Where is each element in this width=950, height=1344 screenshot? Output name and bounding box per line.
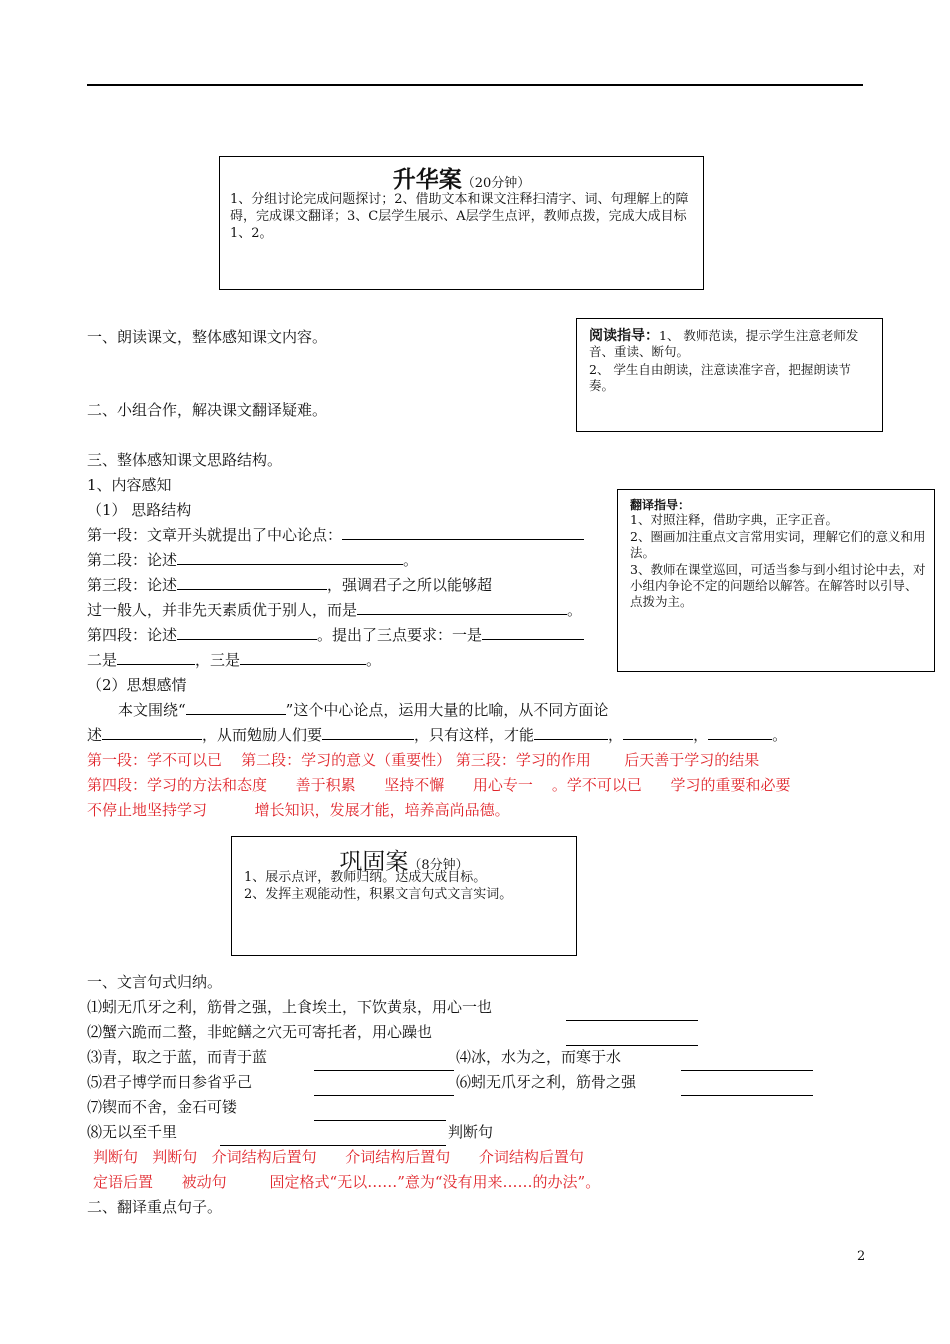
shenghua-box [219, 156, 704, 290]
sentence-6: ⑹蚓无爪牙之利，筋骨之强 [456, 1073, 637, 1091]
sentence-7: ⑺锲而不舍，金石可镂 [87, 1098, 238, 1116]
para1-line [87, 523, 584, 548]
translation-guide-item1: 1、对照注释，借助字典，正字正音。 [630, 512, 838, 527]
translation-guide-title: 翻译指导： [630, 498, 691, 512]
gonggu-box [231, 836, 577, 956]
para2-end: 。 [403, 551, 419, 569]
answer-line2: 第四段：学习的方法和态度 善于积累 坚持不懈 用心专一 。学不可以已 学习的重要和必要 [87, 776, 791, 794]
para2-line [87, 548, 418, 573]
para4-text4: ，三是 [195, 651, 241, 669]
para3-text: 第三段：论述 [87, 576, 178, 594]
emotion-text4: ，从而勉励人们要 [202, 726, 323, 744]
emotion-blank5[interactable] [708, 725, 772, 740]
emotion-blank3[interactable] [534, 725, 608, 740]
gonggu-item2: 2、发挥主观能动性，积累文言句式文言实词。 [244, 887, 513, 902]
para2-blank[interactable] [177, 550, 403, 565]
reading-guide-item1-wrap [589, 328, 874, 360]
para3-text3: 过一般人，并非先天素质优于别人，而是 [87, 601, 358, 619]
para4-blank2[interactable] [117, 650, 195, 665]
translation-guide-item3: 3、教师在课堂巡回，可适当参与到小组讨论中去，对小组内争论不定的问题给以解答。在解答时以引导、点拨为主。 [630, 562, 926, 609]
question-3: 三、整体感知课文思路结构。 [87, 451, 283, 469]
shenghua-time: （20分钟） [461, 176, 531, 191]
emotion-blank2[interactable] [322, 725, 414, 740]
answer-line1: 第一段：学不可以已 第二段：学习的意义（重要性） 第三段：学习的作用 后天善于学习的结果 [87, 751, 760, 769]
translation-guide-box [617, 489, 935, 672]
para3b-line [87, 598, 582, 623]
question-2: 二、小组合作，解决课文翻译疑难。 [87, 401, 328, 419]
structure-heading: （1） 思路结构 [87, 501, 192, 519]
question-1: 一、朗读课文，整体感知课文内容。 [87, 328, 328, 346]
para3-blank[interactable] [177, 575, 327, 590]
answer-line3: 不停止地坚持学习 增长知识，发展才能，培养高尚品德。 [87, 801, 510, 819]
gonggu-time: （8分钟） [408, 858, 469, 873]
para4-text: 第四段：论述 [87, 626, 178, 644]
reading-guide-title: 阅读指导： [589, 328, 659, 344]
page-number: 2 [857, 1249, 866, 1264]
para4-blank3[interactable] [240, 650, 366, 665]
sentence-2-blank[interactable] [566, 1031, 698, 1046]
sentence-6-blank[interactable] [681, 1081, 813, 1096]
sentence-8: ⑻无以至千里 [87, 1123, 178, 1141]
para3-end: 。 [567, 601, 583, 619]
sentence-5: ⑸君子博学而日参省乎己 [87, 1073, 253, 1091]
emotion-text3: 述 [87, 726, 103, 744]
sentence-patterns-title: 一、文言句式归纳。 [87, 973, 223, 991]
para4-text2: 。提出了三点要求：一是 [317, 626, 483, 644]
para3-text2: ，强调君子之所以能够超 [327, 576, 493, 594]
sentence-4-blank[interactable] [681, 1056, 813, 1071]
sentence-5-blank[interactable] [314, 1081, 454, 1096]
sentence-1-blank[interactable] [566, 1006, 698, 1021]
emotion-end: 。 [772, 726, 788, 744]
translation-guide-item2: 2、圈画加注重点文言常用实词，理解它们的意义和用法。 [630, 529, 926, 560]
para1-text: 第一段：文章开头就提出了中心论点： [87, 526, 343, 544]
para3-blank2[interactable] [357, 600, 567, 615]
emotion-heading: （2）思想感情 [87, 676, 187, 694]
gonggu-item1: 1、展示点评，教师归纳。达成大成目标。 [244, 870, 487, 885]
pattern-answers-1: 判断句 判断句 介词结构后置句 介词结构后置句 介词结构后置句 [93, 1148, 584, 1166]
para3-line [87, 573, 492, 598]
reading-guide-item1: 1、 教师范读，提示学生注意老师发音、重读、断句。 [589, 328, 859, 359]
sentence-3-blank[interactable] [314, 1056, 454, 1071]
shenghua-body: 1、分组讨论完成问题探讨；2、借助文本和课文注释扫清字、词、句理解上的障碍，完成课文翻译；3、C层学生展示、A层学生点评，教师点拨，完成大成目标1、2。 [230, 192, 689, 241]
translate-title: 二、翻译重点句子。 [87, 1198, 223, 1216]
content-perception: 1、内容感知 [87, 476, 172, 494]
gonggu-title: 巩固案 [339, 849, 409, 875]
para4-text3: 二是 [87, 651, 118, 669]
para1-blank[interactable] [342, 525, 584, 540]
emotion-line1 [118, 698, 608, 723]
sentence-7-blank[interactable] [314, 1106, 446, 1121]
emotion-comma2: ， [693, 726, 709, 744]
emotion-text2: ”这个中心论点，运用大量的比喻，从不同方面论 [285, 701, 609, 719]
sentence-8-blank[interactable] [220, 1131, 446, 1146]
central-idea-blank[interactable] [186, 700, 286, 715]
emotion-text5: ，只有这样，才能 [414, 726, 535, 744]
shenghua-title: 升华案 [392, 167, 462, 193]
sentence-1: ⑴蚓无爪牙之利，筋骨之强，上食埃土，下饮黄泉，用心一也 [87, 998, 493, 1016]
para4-blank1[interactable] [482, 625, 584, 640]
sentence-4: ⑷冰，水为之，而寒于水 [456, 1048, 622, 1066]
pattern-answers-2: 定语后置 被动句 固定格式“无以……”意为“没有用来……的办法”。 [93, 1173, 601, 1191]
emotion-blank4[interactable] [623, 725, 693, 740]
para4-blank[interactable] [177, 625, 317, 640]
sentence-2: ⑵蟹六跪而二螯，非蛇鳝之穴无可寄托者，用心躁也 [87, 1023, 433, 1041]
para2-text: 第二段：论述 [87, 551, 178, 569]
emotion-blank1[interactable] [102, 725, 202, 740]
reading-guide-item2: 2、 学生自由朗读，注意读准字音，把握朗读节奏。 [589, 362, 851, 393]
sentence-8-note: 判断句 [448, 1123, 494, 1141]
para4b-line [87, 648, 381, 673]
shenghua-heading [220, 161, 703, 194]
emotion-text1: 本文围绕“ [118, 701, 186, 719]
sentence-3: ⑶青，取之于蓝，而青于蓝 [87, 1048, 268, 1066]
emotion-comma1: ， [608, 726, 624, 744]
header-rule [87, 84, 863, 86]
para4-line [87, 623, 584, 648]
para4-end: 。 [366, 651, 382, 669]
emotion-line2 [87, 723, 787, 748]
reading-guide-box [576, 318, 883, 432]
